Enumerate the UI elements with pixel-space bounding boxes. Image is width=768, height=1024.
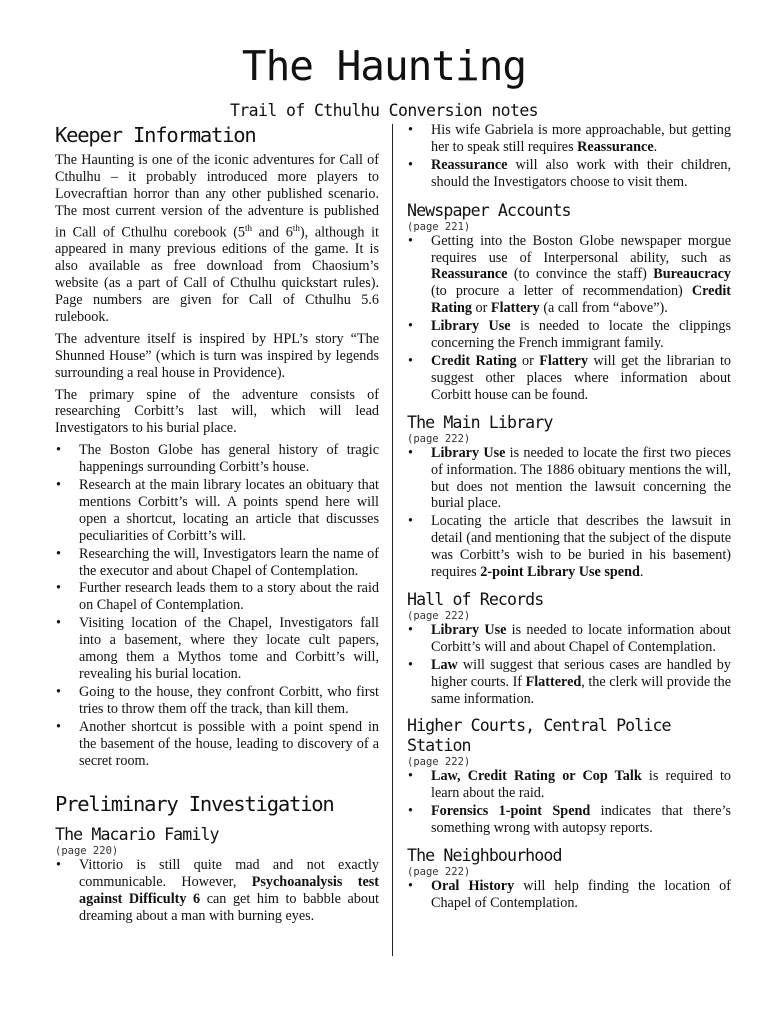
neighbourhood-bullet-list <box>407 878 731 912</box>
column-divider <box>392 124 393 956</box>
list-item: • Library Use is needed to locate information about Corbitt’s will and about Chapel of Contemplation. <box>408 621 731 655</box>
right-column <box>407 122 731 913</box>
list-item: • Further research leads them to a story about the raid on Chapel of Contemplation. <box>56 580 379 614</box>
keeper-heading: Keeper Information <box>55 123 256 147</box>
list-item: • His wife Gabriela is more approachable, but getting her to speak still requires Reassurance. <box>408 122 731 155</box>
document-title: The Haunting <box>241 42 527 90</box>
list-item: • Law, Credit Rating or Cop Talk is required to learn about the raid. <box>408 768 732 802</box>
keeper-bullet-list <box>55 442 379 769</box>
list-item: • Researching the will, Investigators learn the name of the executor and about Chapel of Contemplation. <box>56 545 379 579</box>
list-item: • Another shortcut is possible with a point spend in the basement of the house, leading to discovery of a secret room. <box>56 718 379 769</box>
library-page-ref: (page 222) <box>407 432 471 445</box>
keeper-paragraph-2: The adventure itself is inspired by HPL’s story “The Shunned House” (which is turn was inspired by legends surrounding a real house in Providence). <box>55 330 379 381</box>
records-page-ref: (page 222) <box>407 609 471 622</box>
left-column <box>55 122 379 926</box>
preliminary-heading: Preliminary Investigation <box>55 792 334 817</box>
keeper-paragraph-1: The Haunting is one of the iconic adventures for Call of Cthulhu – it probably introduced more players to Lovecraftian horror than any other published scenario. The most current version of the adventure is published in Call of Cthulhu corebook (5th and 6th), although it appeared in many previous editions of the game. It is also available as free download from Chaosium’s website (as a part of Call of Cthulhu quickstart rules). Page numbers are given for Call of Cthulhu 5.6 rulebook. <box>55 152 379 325</box>
macario-page-ref: (page 220) <box>55 845 119 858</box>
list-item: • Visiting location of the Chapel, Investigators fall into a basement, where they locate cult papers, among them a Mythos tome and Corbitt’s will, revealing his burial location. <box>56 615 379 683</box>
courts-page-ref: (page 222) <box>407 756 471 769</box>
records-bullet-list <box>407 622 731 708</box>
list-item: • Vittorio is still quite mad and not exactly communicable. However, Psychoanalysis test against Difficulty 6 can get him to babble about dreaming about a man with burning eyes. <box>56 857 379 925</box>
courts-bullet-list <box>407 768 731 837</box>
library-bullet-list <box>407 445 731 581</box>
neighbourhood-page-ref: (page 222) <box>407 866 471 879</box>
macario-bullet-list-continued <box>407 122 731 191</box>
list-item: • Locating the article that describes the lawsuit in detail (and mentioning that the subject of the dispute was Corbitt’s wish to be buried in his basement) requires 2-point Library Use spend. <box>408 513 731 581</box>
list-item: • Credit Rating or Flattery will get the librarian to suggest other places where information about Corbitt house can be found. <box>408 352 732 403</box>
list-item: • The Boston Globe has general history of tragic happenings surrounding Corbitt’s house. <box>56 442 379 476</box>
list-item: • Going to the house, they confront Corbitt, who first tries to throw them off the track, than kill them. <box>56 683 379 717</box>
records-heading: Hall of Records <box>407 589 544 609</box>
list-item: • Oral History will help finding the location of Chapel of Contemplation. <box>408 878 731 911</box>
macario-heading: The Macario Family <box>55 825 219 845</box>
library-heading: The Main Library <box>407 412 553 432</box>
newspaper-page-ref: (page 221) <box>407 220 471 233</box>
neighbourhood-heading: The Neighbourhood <box>407 846 562 866</box>
courts-heading: Higher Courts, Central Police Station <box>407 716 671 756</box>
list-item: • Library Use is needed to locate the clippings concerning the French immigrant family. <box>408 318 731 352</box>
list-item: • Forensics 1-point Spend indicates that there’s something wrong with autopsy reports. <box>408 803 731 837</box>
macario-bullet-list <box>55 857 379 925</box>
list-item: • Library Use is needed to locate the first two pieces of information. The 1886 obituary mentions the will, but does not mention the lawsuit concerning the burial place. <box>408 444 731 512</box>
list-item: • Getting into the Boston Globe newspaper morgue requires use of Interpersonal ability, such as Reassurance (to convince the staff) Bureaucracy (to procure a letter of recommendation) Credit Rating or Flattery (a call from “above”). <box>408 232 731 317</box>
newspaper-bullet-list <box>407 233 731 404</box>
newspaper-heading: Newspaper Accounts <box>407 200 571 220</box>
keeper-paragraph-3: The primary spine of the adventure consists of researching Corbitt’s last will, which will lead Investigators to his burial place. <box>55 386 379 437</box>
list-item: • Research at the main library locates an obituary that mentions Corbitt’s will. A points spend here will open a shortcut, locating an article that discusses peculiarities of Corbitt’s will. <box>56 477 379 544</box>
list-item: • Law will suggest that serious cases are handled by higher courts. If Flattered, the clerk will provide the same information. <box>408 656 731 707</box>
list-item: • Reassurance will also work with their children, should the Investigators choose to visit them. <box>408 156 731 190</box>
document-subtitle: Trail of Cthulhu Conversion notes <box>229 101 539 120</box>
